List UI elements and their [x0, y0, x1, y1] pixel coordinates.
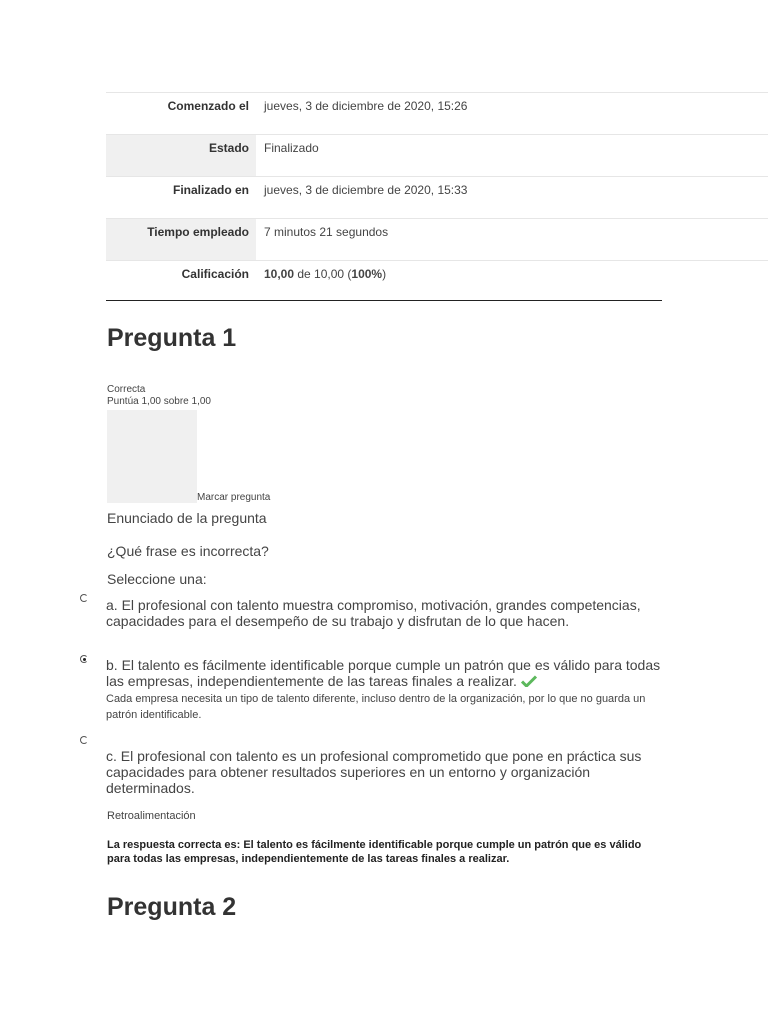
- answer-text: c. El profesional con talento es un profesional comprometido que pone en práctica sus capacidades para obtener resultados superiores en un entorno y organización determinados.: [106, 748, 642, 796]
- radio-answer-c[interactable]: [80, 736, 88, 744]
- correct-answer-text: La respuesta correcta es: El talento es fácilmente identificable porque cumple un patrón que es válido para todas las empresas, independientemente de las tareas finales a realizar.: [107, 839, 642, 865]
- answer-option-a[interactable]: [106, 597, 666, 629]
- grade-value: [264, 261, 768, 303]
- summary-label: Calificación: [181, 267, 249, 281]
- answer-feedback: Cada empresa necesita un tipo de talento diferente, incluso dentro de la organización, por lo que no guarda un patrón identificable.: [106, 693, 646, 721]
- summary-label: Finalizado en: [172, 183, 249, 197]
- check-icon: [521, 675, 537, 687]
- radio-answer-b[interactable]: [80, 655, 88, 663]
- summary-row-grade: [106, 260, 768, 303]
- flag-question-box[interactable]: [107, 410, 197, 503]
- question-text: ¿Qué frase es incorrecta?: [107, 543, 269, 559]
- grade-score: 10,00: [264, 267, 295, 281]
- summary-row-state: [106, 134, 768, 177]
- flag-question-link[interactable]: Marcar pregunta: [197, 492, 271, 503]
- summary-value: jueves, 3 de diciembre de 2020, 15:33: [264, 183, 468, 197]
- summary-row-started: [106, 92, 768, 135]
- summary-label: Tiempo empleado: [106, 219, 256, 261]
- summary-value: 7 minutos 21 segundos: [264, 225, 389, 239]
- grade-percent: 100%: [351, 267, 383, 281]
- feedback-label: Retroalimentación: [107, 810, 196, 822]
- question-1-title: Pregunta 1: [107, 324, 237, 352]
- question-2-title: Pregunta 2: [107, 893, 237, 921]
- summary-label: Estado: [106, 135, 256, 177]
- grade-of: de 10,00 (: [294, 267, 352, 281]
- summary-value: Finalizado: [264, 141, 319, 155]
- answer-option-b[interactable]: [106, 657, 666, 723]
- summary-row-time: [106, 218, 768, 261]
- summary-divider: [106, 300, 662, 301]
- summary-row-finished: [106, 176, 768, 219]
- statement-heading: Enunciado de la pregunta: [107, 510, 267, 526]
- grade-close: ): [382, 267, 387, 281]
- radio-answer-a[interactable]: [80, 594, 88, 602]
- question-score: Puntúa 1,00 sobre 1,00: [107, 396, 211, 407]
- summary-label: Comenzado el: [167, 99, 249, 113]
- question-1-info: [107, 384, 211, 408]
- summary-value: jueves, 3 de diciembre de 2020, 15:26: [264, 99, 468, 113]
- question-status: Correcta: [107, 384, 146, 395]
- answer-option-c[interactable]: [106, 748, 666, 796]
- answer-text: b. El talento es fácilmente identificable porque cumple un patrón que es válido para todas las empresas, independientemente de las tareas finales a realizar.: [106, 657, 661, 689]
- select-prompt: Seleccione una:: [107, 571, 207, 587]
- answer-text: a. El profesional con talento muestra compromiso, motivación, grandes competencias, capacidades para el desempeño de su trabajo y disfrutan de lo que hacen.: [106, 597, 641, 629]
